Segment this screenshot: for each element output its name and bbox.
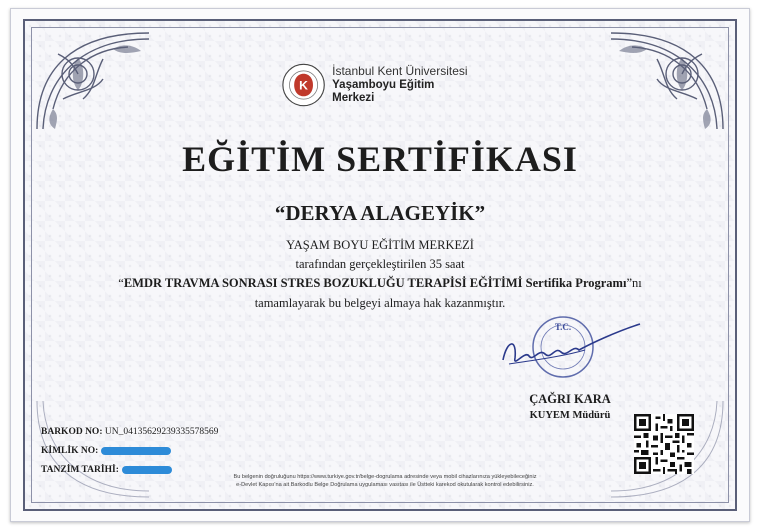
footnote-line-2: e-Devlet Kapısı'na ait Barkodlu Belge Doğrulama uygulaması vasıtası ile Üstteki karekod okutularak kontrol edebilirsiniz. xyxy=(236,481,534,488)
stamp-text: T.C. xyxy=(554,322,572,332)
program-suffix: Sertifika Programı xyxy=(522,276,627,290)
date-label: TANZİM TARİHİ: xyxy=(41,465,119,475)
hours-line: tarafından gerçekleştirilen 35 saat xyxy=(295,257,465,271)
corner-ornament-icon xyxy=(33,29,153,134)
university-logo xyxy=(281,60,471,110)
signature-icon xyxy=(495,320,645,375)
program-line xyxy=(0,276,760,291)
quote-open: “ xyxy=(118,276,124,290)
id-label: KİMLİK NO: xyxy=(41,446,99,456)
quote-close: ”nı xyxy=(626,276,642,290)
verification-footnote xyxy=(180,474,590,489)
university-name: İstanbul Kent Üniversitesi xyxy=(332,63,468,78)
redaction-mark xyxy=(101,447,171,455)
completion-line: tamamlayarak bu belgeyi almaya hak kazanmıştır. xyxy=(254,296,506,310)
signer-title: KUYEM Müdürü xyxy=(529,410,611,421)
redaction-mark xyxy=(122,466,172,474)
date-row xyxy=(41,465,172,475)
id-row xyxy=(41,446,171,456)
qr-code-icon[interactable] xyxy=(634,414,694,474)
issuer-line: YAŞAM BOYU EĞİTİM MERKEZİ xyxy=(286,238,474,252)
corner-ornament-icon xyxy=(607,29,727,134)
barcode-label: BARKOD NO: xyxy=(41,427,103,437)
recipient-name: “DERYA ALAGEYİK” xyxy=(274,201,486,225)
university-seal-icon xyxy=(281,61,326,109)
svg-text:K: K xyxy=(299,78,308,93)
program-name: EMDR TRAVMA SONRASI STRES BOZUKLUĞU TERAPİSİ EĞİTİMİ xyxy=(123,276,523,290)
signer-name: ÇAĞRI KARA xyxy=(529,392,611,406)
center-name: Yaşamboyu Eğitim Merkezi xyxy=(332,78,435,104)
certificate-title: EĞİTİM SERTİFİKASI xyxy=(182,139,578,179)
barcode-row xyxy=(41,427,218,437)
footnote-line-1: Bu belgenin doğruluğunu https://www.turkiye.gov.tr/belge-dogrulama adresinde veya mobil cihazlarınıza yükleyebileceğiniz xyxy=(233,474,537,480)
barcode-value: UN_04135629239335578569 xyxy=(102,427,219,437)
